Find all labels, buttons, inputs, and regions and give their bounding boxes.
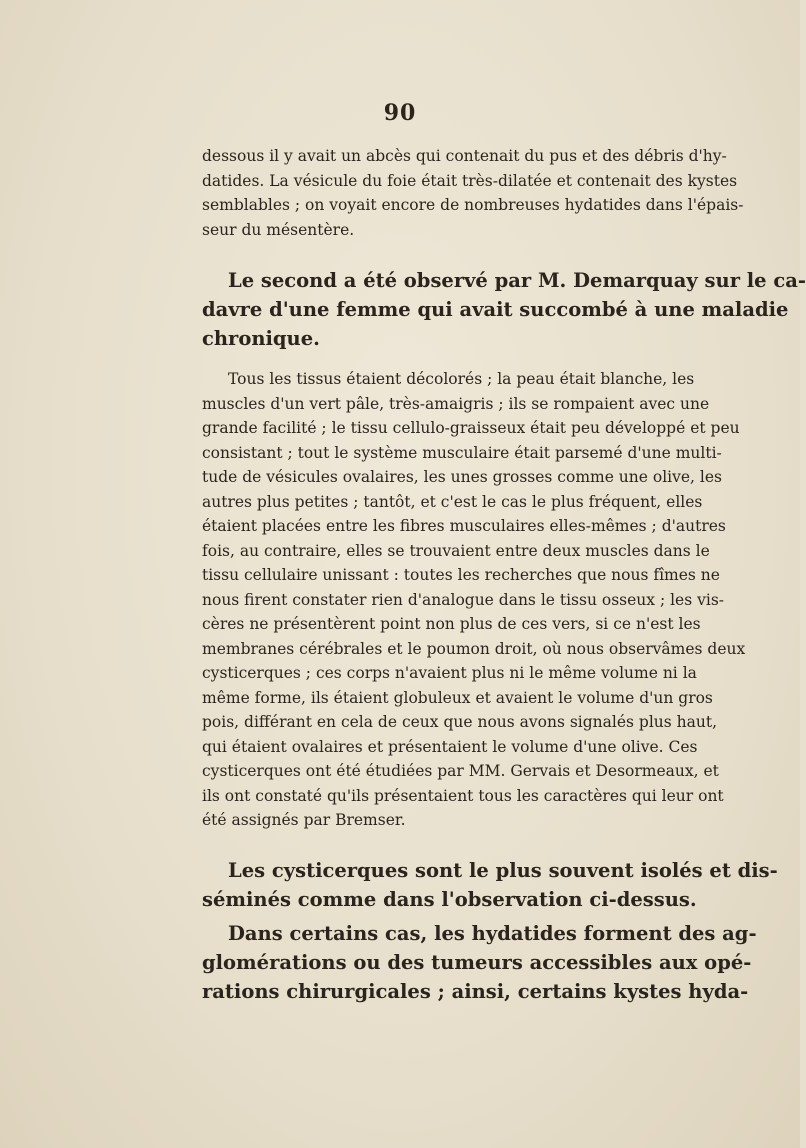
text-line: consistant ; tout le système musculaire était parsemé d'une multi- bbox=[202, 443, 722, 462]
text-line: cères ne présentèrent point non plus de ces vers, si ce n'est les bbox=[202, 615, 701, 633]
paragraph-continuation bbox=[202, 144, 744, 242]
text-line: été assignés par Bremser. bbox=[202, 811, 406, 829]
text-line: Dans certains cas, les hydatides forment des ag- bbox=[228, 922, 757, 945]
text-line: fois, au contraire, elles se trouvaient entre deux muscles dans le bbox=[202, 541, 710, 560]
text-line: tissu cellulaire unissant : toutes les recherches que nous fîmes ne bbox=[202, 566, 720, 584]
text-line: pois, différant en cela de ceux que nous avons signalés plus haut, bbox=[202, 713, 718, 731]
text-line: étaient placées entre les fibres musculaires elles-mêmes ; d'autres bbox=[202, 517, 726, 535]
text-line: grande facilité ; le tissu cellulo-graisseux était peu développé et peu bbox=[202, 419, 740, 437]
text-line: cysticerques ; ces corps n'avaient plus ni le même volume ni la bbox=[202, 664, 697, 682]
paragraph-observation bbox=[202, 367, 746, 833]
text-line: Tous les tissus étaient décolorés ; la peau était blanche, les bbox=[228, 370, 695, 388]
text-line: Les cysticerques sont le plus souvent isolés et dis- bbox=[228, 859, 778, 882]
text-line: semblables ; on voyait encore de nombreuses hydatides dans l'épais- bbox=[202, 196, 744, 214]
text-line: ils ont constaté qu'ils présentaient tous les caractères qui leur ont bbox=[202, 786, 724, 805]
text-line: cysticerques ont été étudiées par MM. Gervais et Desormeaux, et bbox=[202, 762, 719, 780]
text-line: membranes cérébrales et le poumon droit, où nous observâmes deux bbox=[202, 639, 746, 658]
text-line: davre d'une femme qui avait succombé à une maladie bbox=[202, 298, 789, 321]
text-line: datides. La vésicule du foie était très-dilatée et contenait des kystes bbox=[202, 171, 738, 190]
text-line: glomérations ou des tumeurs accessibles aux opé- bbox=[202, 951, 752, 974]
paragraph-second-case bbox=[202, 266, 806, 353]
text-line: tude de vésicules ovalaires, les unes grosses comme une olive, les bbox=[202, 468, 722, 486]
text-line: même forme, ils étaient globuleux et avaient le volume d'un gros bbox=[202, 688, 713, 707]
text-line: qui étaient ovalaires et présentaient le volume d'une olive. Ces bbox=[202, 737, 698, 756]
text-line: seur du mésentère. bbox=[202, 220, 355, 239]
text-line: autres plus petites ; tantôt, et c'est le cas le plus fréquent, elles bbox=[202, 492, 703, 511]
paragraph-agglomerations bbox=[202, 919, 757, 1006]
text-line: muscles d'un vert pâle, très-amaigris ; ils se rompaient avec une bbox=[202, 394, 710, 413]
text-line: rations chirurgicales ; ainsi, certains kystes hyda- bbox=[202, 980, 749, 1003]
text-line: Le second a été observé par M. Demarquay sur le ca- bbox=[228, 269, 806, 292]
text-line: nous firent constater rien d'analogue dans le tissu osseux ; les vis- bbox=[202, 590, 725, 609]
text-line: dessous il y avait un abcès qui contenait du pus et des débris d'hy- bbox=[202, 147, 727, 165]
page-number: 90 bbox=[383, 100, 417, 126]
paragraph-cysticerques bbox=[202, 856, 778, 914]
text-line: séminés comme dans l'observation ci-dessus. bbox=[202, 888, 697, 911]
text-line: chronique. bbox=[202, 327, 320, 350]
